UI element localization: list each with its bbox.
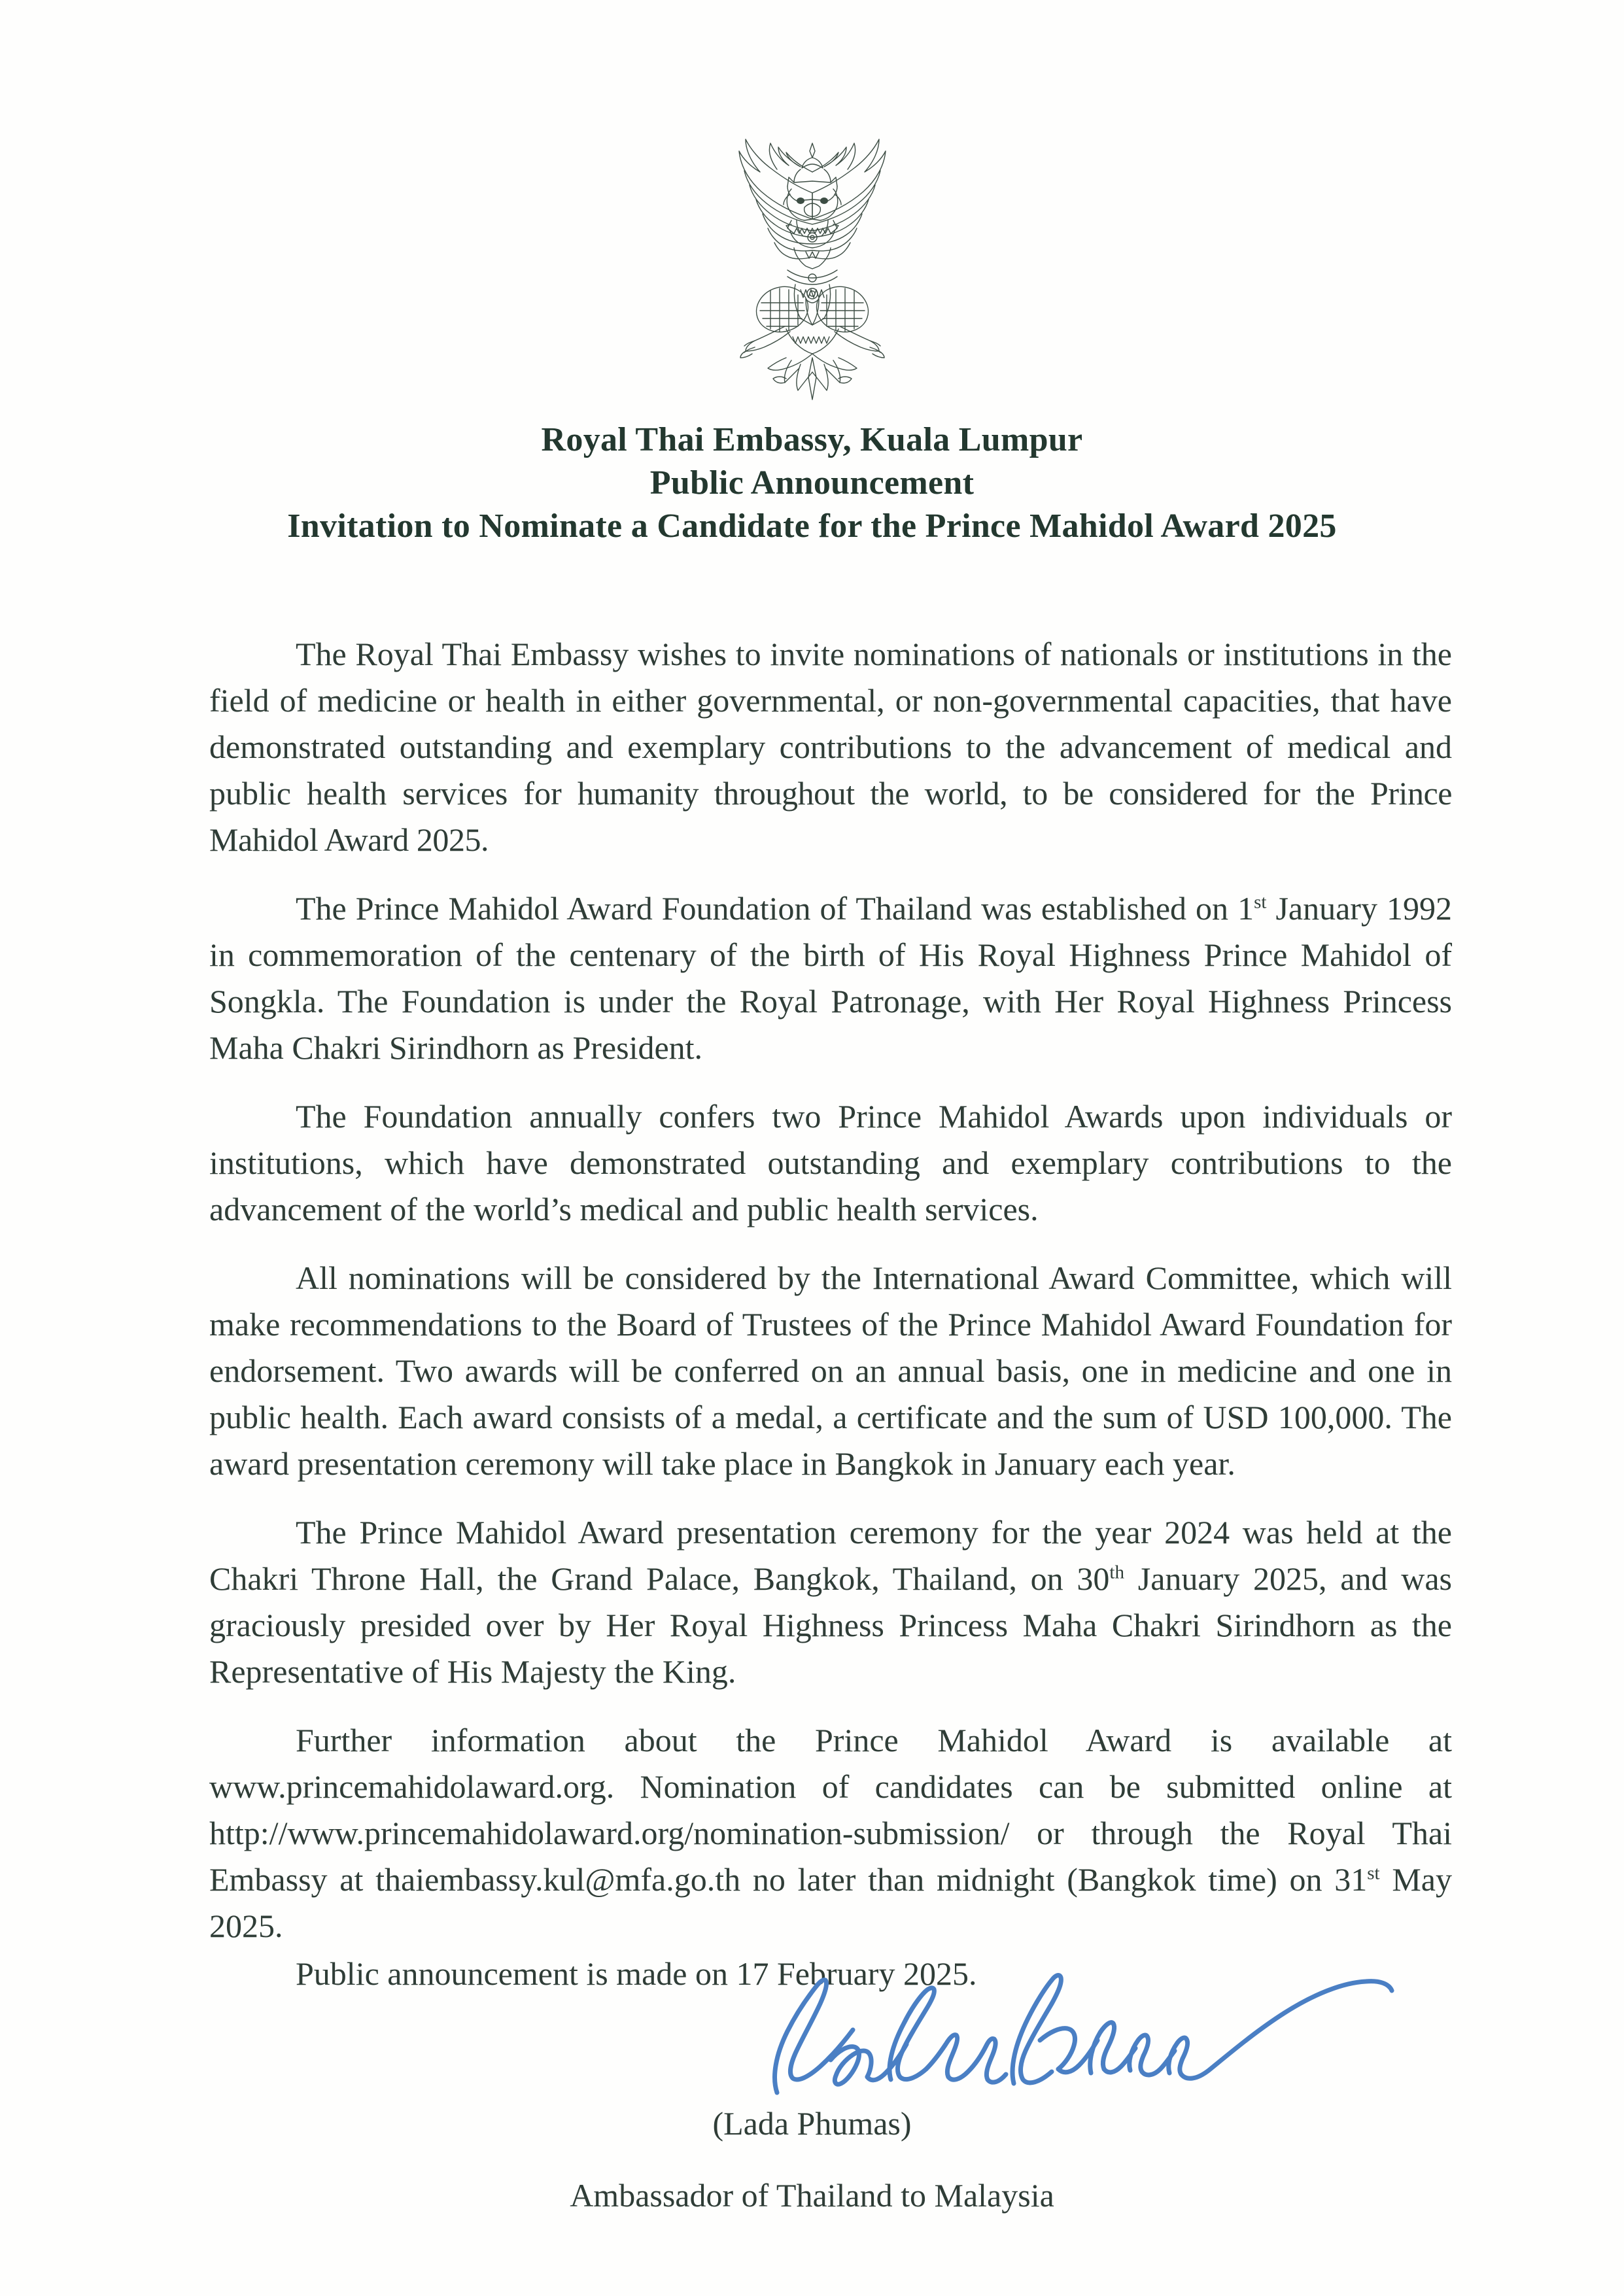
ordinal-suffix-thirtyfirst: st xyxy=(1367,1862,1380,1884)
paragraph-further-text-b: May 2025. xyxy=(209,1861,1452,1944)
heading-line-invitation: Invitation to Nominate a Candidate for the Prince Mahidol Award 2025 xyxy=(287,507,1337,545)
paragraph-invitation-text-b: humanity throughout the world, to be considered for the Prince Mahidol Award 2025. xyxy=(209,775,1453,858)
paragraph-further-information xyxy=(209,1717,1452,1949)
ordinal-suffix-first: st xyxy=(1254,891,1267,913)
paragraph-invitation-text-a: The Royal Thai Embassy wishes to invite nominations of nationals or institutions in the field of medicine or health in either governmental, or non-governmental capacities, that have demonstrated outstanding and exemplary contributions to the advancement of medical and public health services for xyxy=(209,636,1452,812)
emblem-container xyxy=(0,121,1624,405)
paragraph-invitation xyxy=(209,631,1452,863)
signatory-title: Ambassador of Thailand to Malaysia xyxy=(570,2177,1054,2214)
paragraph-foundation-text-b: January 1992 in commemoration of the centenary of the birth of His Royal Highness Prince Mahidol of Songkla. The Foundation is under the Royal Patronage, with Her Royal Highness Princess Maha Chakri Sirindhorn as President. xyxy=(209,890,1452,1066)
paragraph-two-awards: The Foundation annually confers two Prince Mahidol Awards upon individuals or institutions, which have demonstrated outstanding and exemplary contributions to the advancement of the world’s medical and public health services. xyxy=(209,1098,1452,1227)
paragraph-nomination-committee: All nominations will be considered by the International Award Committee, which will make recommendations to the Board of Trustees of the Prince Mahidol Award Foundation for endorsement. Two awards will be conferred on an annual basis, one in medicine and one in public health. Each award consists of a medal, a certificate and the sum of USD 100,000. The award presentation ceremony will take place in Bangkok in January each year. xyxy=(209,1259,1452,1482)
paragraph-ceremony-text-b: January 2025, and was graciously presided over by Her Royal Highness Princess Maha Chakri Sirindhorn as the Representative of His Majesty the King. xyxy=(209,1560,1452,1690)
paragraph-ceremony-2024 xyxy=(209,1509,1452,1695)
garuda-emblem xyxy=(714,121,910,402)
body-text-block xyxy=(209,631,1452,1949)
paragraph-foundation-text-a: The Prince Mahidol Award Foundation of Thailand was established on 1 xyxy=(296,890,1254,927)
announcement-date-line: Public announcement is made on 17 February 2025. xyxy=(296,1955,977,1992)
heading-line-embassy: Royal Thai Embassy, Kuala Lumpur xyxy=(541,421,1083,458)
paragraph-foundation-established xyxy=(209,885,1452,1071)
paragraph-further-text-a: Further information about the Prince Mahidol Award is available at www.princemahidolaward.org. Nomination of candidates can be submitted online at http://www.princemahidolaward.org/nomination-submission/ or through the Royal Thai Embassy at thaiembassy.kul@mfa.go.th no later than midnight (Bangkok time) on 31 xyxy=(209,1722,1452,1898)
heading-block xyxy=(0,419,1624,548)
signatory-name: (Lada Phumas) xyxy=(712,2105,912,2142)
heading-line-announcement: Public Announcement xyxy=(649,464,975,502)
paragraph-ceremony-text-a: The Prince Mahidol Award presentation ceremony for the year 2024 was held at the Chakri Throne Hall, the Grand Palace, Bangkok, Thailand, on 30 xyxy=(209,1514,1452,1597)
ordinal-suffix-thirtieth: th xyxy=(1109,1562,1124,1583)
